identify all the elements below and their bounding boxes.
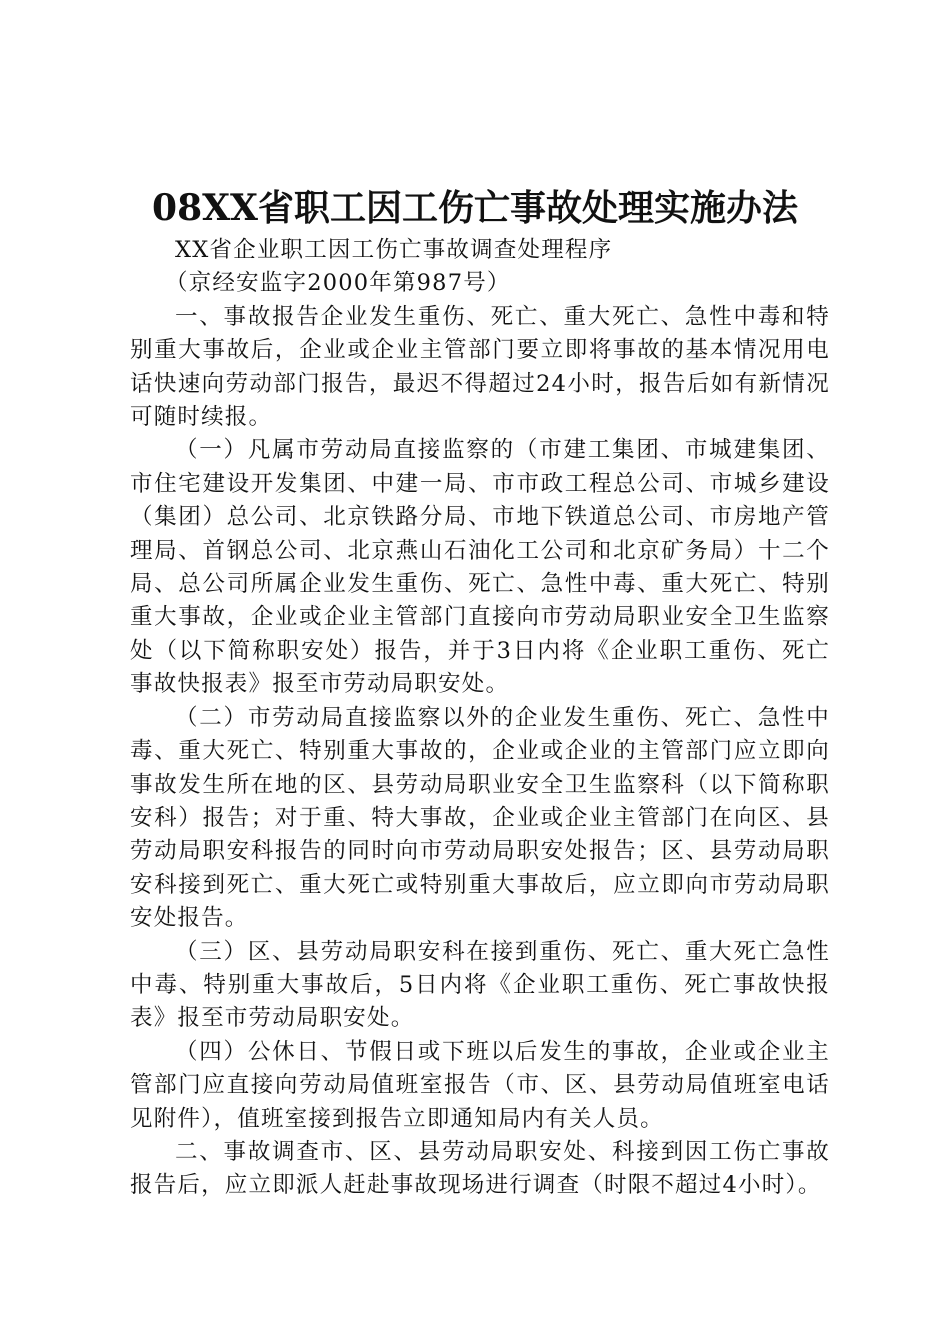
paragraph-3: （二）市劳动局直接监察以外的企业发生重伤、死亡、急性中毒、重大死亡、特别重大事故的，企业或企业的主管部门应立即向事故发生所在地的区、县劳动局职业安全卫生监察科（以下简称职安科）报告；对于重、特大事故，企业或企业主管部门在向区、县劳动局职安科报告的同时向市劳动局职安处报告；区、县劳动局职安科接到死亡、重大死亡或特别重大事故后，应立即向市劳动局职安处报告。 (130, 704, 830, 932)
paragraph-5: （四）公休日、节假日或下班以后发生的事故，企业或企业主管部门应直接向劳动局值班室报告（市、区、县劳动局值班室电话见附件），值班室接到报告立即通知局内有关人员。 (130, 1038, 830, 1132)
paragraph-2: （一）凡属市劳动局直接监察的（市建工集团、市城建集团、市住宅建设开发集团、中建一局、市市政工程总公司、市城乡建设（集团）总公司、北京铁路分局、市地下铁道总公司、市房地产管理局、首钢总公司、北京燕山石油化工公司和北京矿务局）十二个局、总公司所属企业发生重伤、死亡、急性中毒、重大死亡、特别重大事故，企业或企业主管部门直接向市劳动局职业安全卫生监察处（以下简称职安处）报告，并于3日内将《企业职工重伤、死亡事故快报表》报至市劳动局职安处。 (130, 437, 830, 698)
paragraph-1: 一、事故报告企业发生重伤、死亡、重大死亡、急性中毒和特别重大事故后，企业或企业主管部门要立即将事故的基本情况用电话快速向劳动部门报告，最迟不得超过24小时，报告后如有新情况可随时续报。 (130, 303, 830, 431)
document-subtitle: XX省企业职工因工伤亡事故调查处理程序 (175, 237, 613, 263)
paragraph-6: 二、事故调查市、区、县劳动局职安处、科接到因工伤亡事故报告后，应立即派人赶赴事故现场进行调查（时限不超过4小时）。 (130, 1138, 830, 1199)
document-body (130, 234, 830, 1203)
document-title: 08XX省职工因工伤亡事故处理实施办法 (152, 187, 798, 229)
paragraph-4: （三）区、县劳动局职安科在接到重伤、死亡、重大死亡急性中毒、特别重大事故后，5日内将《企业职工重伤、死亡事故快报表》报至市劳动局职安处。 (130, 938, 830, 1032)
document-number: （京经安监字2000年第987号） (165, 270, 511, 297)
